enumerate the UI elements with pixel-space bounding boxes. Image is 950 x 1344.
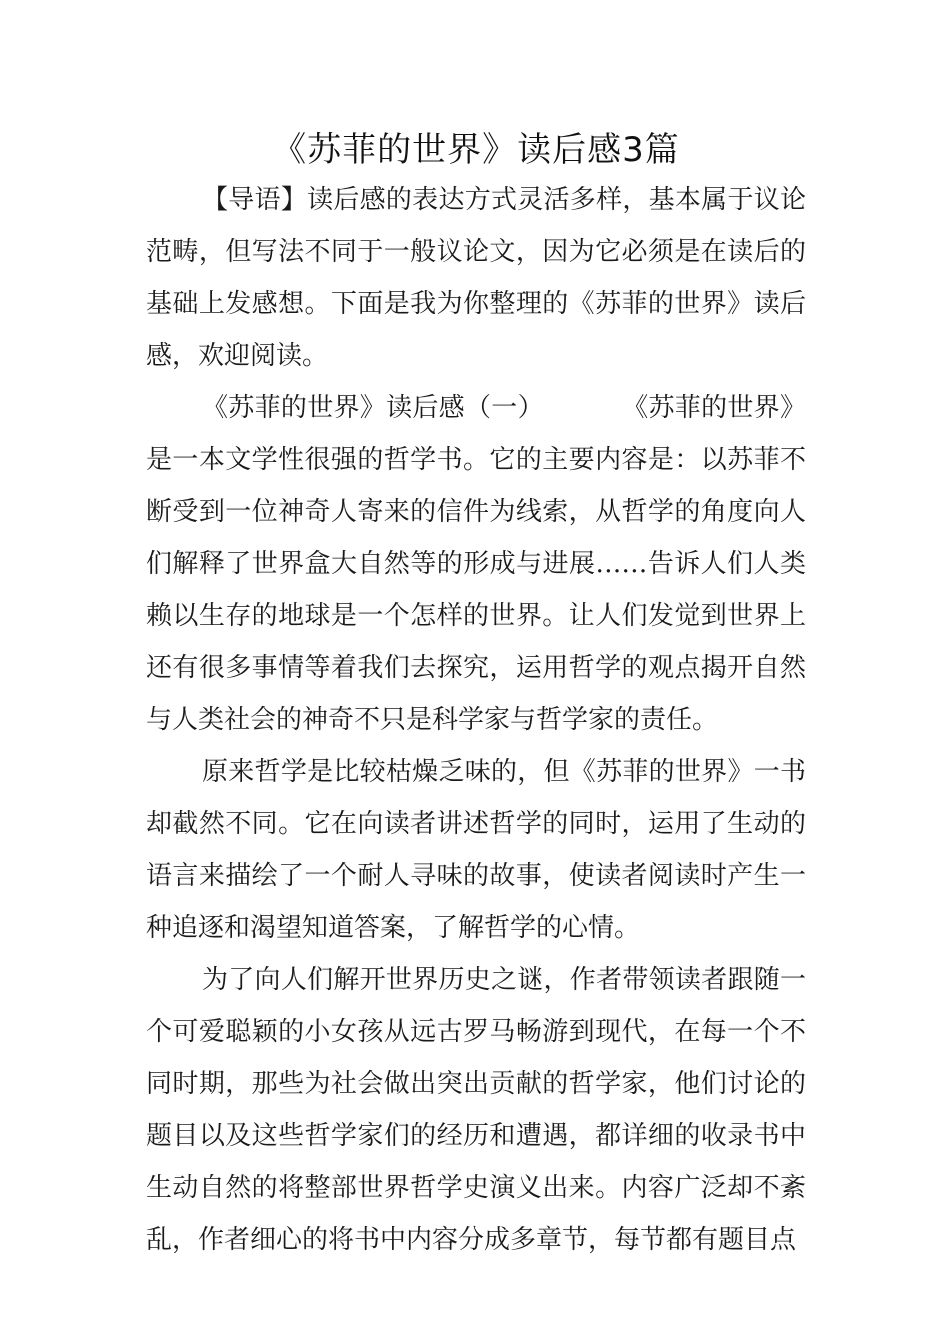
- body-paragraph-2: 原来哲学是比较枯燥乏味的，但《苏菲的世界》一书却截然不同。它在向读者讲述哲学的同时，运用了生动的语言来描绘了一个耐人寻味的故事，使读者阅读时产生一种追逐和渴望知道答案，了解哲学的心情。: [146, 757, 806, 943]
- section-first-paragraph: 《苏菲的世界》是一本文学性很强的哲学书。它的主要内容是：以苏菲不断受到一位神奇人寄来的信件为线索，从哲学的角度向人们解释了世界盒大自然等的形成与进展……告诉人们人类赖以生存的地球是一个怎样的世界。让人们发觉到世界上还有很多事情等着我们去探究，运用哲学的观点揭开自然与人类社会的神奇不只是科学家与哲学家的责任。: [146, 393, 806, 735]
- intro-paragraph: 【导语】读后感的表达方式灵活多样，基本属于议论范畴，但写法不同于一般议论文，因为它必须是在读后的基础上发感想。下面是我为你整理的《苏菲的世界》读后感，欢迎阅读。: [146, 185, 806, 371]
- section-heading: 《苏菲的世界》读后感（一）: [202, 393, 544, 423]
- document-title: 《苏菲的世界》读后感3篇: [272, 130, 680, 170]
- body-paragraph-3: 为了向人们解开世界历史之谜，作者带领读者跟随一个可爱聪颖的小女孩从远古罗马畅游到现代，在每一个不同时期，那些为社会做出突出贡献的哲学家，他们讨论的题目以及这些哲学家们的经历和遭遇，都详细的收录书中生动自然的将整部世界哲学史演义出来。内容广泛却不紊乱，作者细心的将书中内容分成多章节，每节都有题目点: [146, 965, 806, 1255]
- section-one-paragraph: [146, 382, 806, 746]
- document-body: [146, 174, 806, 1266]
